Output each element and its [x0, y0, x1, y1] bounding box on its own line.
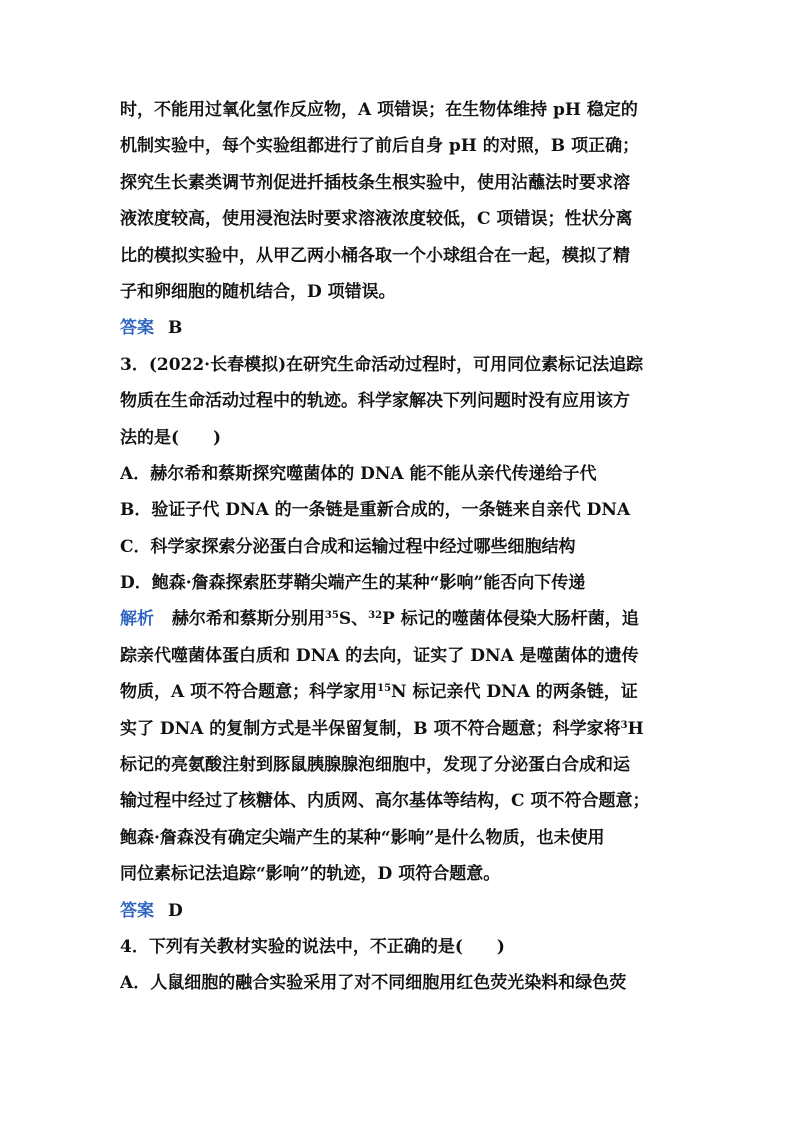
explanation-text: 物质，A 项不符合题意；科学家用 [120, 682, 378, 703]
option-d: D．鲍森·詹森探索胚芽鞘尖端产生的某种“影响”能否向下传递 [120, 573, 586, 594]
answer-2 [120, 310, 680, 346]
answer-label: 答案 [120, 318, 154, 339]
text-line: 子和卵细胞的随机结合，D 项错误。 [120, 281, 396, 302]
explanation-text: H [627, 718, 644, 739]
question-stem-line: 4．下列有关教材实验的说法中，不正确的是( ) [120, 936, 505, 957]
explanation-line [120, 674, 680, 710]
option-b: B．验证子代 DNA 的一条链是重新合成的，一条链来自亲代 DNA [120, 500, 631, 521]
explanation-label: 解析 [120, 609, 154, 630]
option-c: C．科学家探索分泌蛋白合成和运输过程中经过哪些细胞结构 [120, 536, 576, 557]
text-line: 比的模拟实验中，从甲乙两小桶各取一个小球组合在一起，模拟了精 [120, 245, 630, 266]
question-3-explanation [120, 601, 680, 892]
previous-explanation [120, 92, 680, 310]
option-a: A．人鼠细胞的融合实验采用了对不同细胞用红色荧光染料和绿色荧 [120, 973, 627, 994]
question-4 [120, 929, 680, 1002]
question-stem-line: 法的是( ) [120, 427, 222, 448]
option-a: A．赫尔希和蔡斯探究噬菌体的 DNA 能不能从亲代传递给子代 [120, 463, 597, 484]
explanation-line: 鲍森·詹森没有确定尖端产生的某种“影响”是什么物质，也未使用 [120, 827, 605, 848]
explanation-line: 同位素标记法追踪“影响”的轨迹，D 项符合题意。 [120, 864, 501, 885]
question-3 [120, 347, 680, 929]
explanation-text: 实了 DNA 的复制方式是半保留复制，B 项不符合题意；科学家将 [120, 718, 621, 739]
isotope-superscript: 35 [324, 610, 339, 622]
text-line: 探究生长素类调节剂促进扦插枝条生根实验中，使用沾蘸法时要求溶 [120, 172, 630, 193]
text-line: 时，不能用过氧化氢作反应物，A 项错误；在生物体维持 pH 稳定的 [120, 100, 638, 120]
text-line: 机制实验中，每个实验组都进行了前后自身 pH 的对照，B 项正确； [120, 136, 640, 157]
document-content [120, 92, 680, 1002]
explanation-text: 赫尔希和蔡斯分别用 [171, 609, 325, 630]
answer-value: D [168, 900, 183, 921]
text-line: 液浓度较高，使用浸泡法时要求溶液浓度较低，C 项错误；性状分离 [120, 209, 633, 230]
explanation-text: N 标记亲代 DNA 的两条链，证 [391, 682, 638, 703]
explanation-line: 踪亲代噬菌体蛋白质和 DNA 的去向，证实了 DNA 是噬菌体的遗传 [120, 645, 639, 666]
isotope-superscript: 15 [377, 683, 392, 695]
explanation-line [120, 711, 680, 747]
question-stem-line: 物质在生命活动过程中的轨迹。科学家解决下列问题时没有应用该方 [120, 391, 630, 412]
explanation-line [120, 601, 680, 637]
answer-label: 答案 [120, 900, 154, 921]
question-stem-line: 3．(2022·长春模拟)在研究生命活动过程时，可用同位素标记法追踪 [120, 354, 644, 375]
answer-value: B [168, 318, 183, 339]
explanation-text: P 标记的噬菌体侵染大肠杆菌，追 [382, 609, 639, 630]
explanation-line: 标记的亮氨酸注射到豚鼠胰腺腺泡细胞中，发现了分泌蛋白合成和运 [120, 755, 630, 776]
answer-3 [120, 893, 680, 929]
isotope-superscript: 32 [368, 610, 383, 622]
explanation-line: 输过程中经过了核糖体、内质网、高尔基体等结构，C 项不符合题意； [120, 791, 650, 812]
explanation-text: S、 [338, 609, 369, 630]
isotope-superscript: 3 [620, 719, 628, 731]
